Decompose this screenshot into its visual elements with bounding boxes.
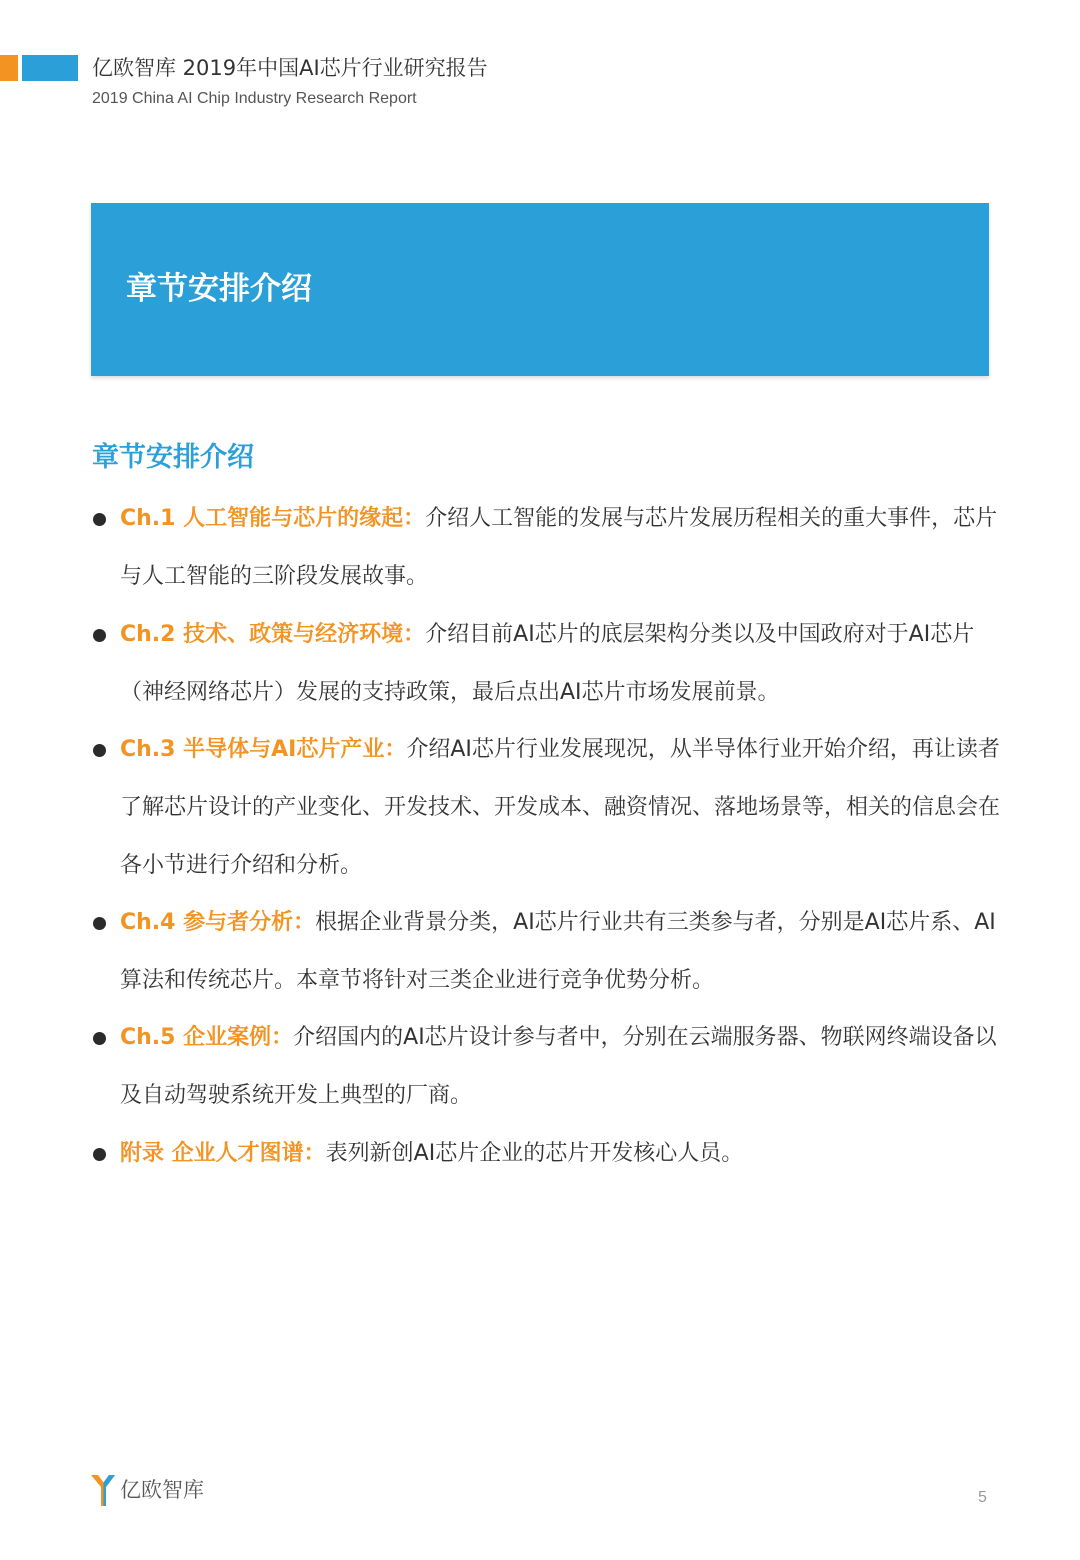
chapter-label: Ch.1 人工智能与芯片的缘起：	[120, 506, 426, 531]
banner-title: 章节安排介绍	[126, 271, 312, 307]
bullet-dot-icon	[93, 1148, 106, 1161]
chapter-item-ch5	[120, 1009, 1000, 1125]
chapter-item-ch1	[120, 490, 1000, 606]
page-number: 5	[978, 1489, 987, 1506]
footer-brand-name: 亿欧智库	[120, 1478, 204, 1502]
chapter-description: 介绍目前AI芯片的底层架构分类以及中国政府对于AI芯片（神经网络芯片）发展的支持政策，最后点出AI芯片市场发展前景。	[120, 622, 975, 705]
bullet-dot-icon	[93, 513, 106, 526]
chapter-item-appendix	[120, 1125, 1000, 1183]
header-orange-bar	[0, 55, 18, 81]
section-heading: 章节安排介绍	[92, 442, 254, 473]
chapter-description: 表列新创AI芯片企业的芯片开发核心人员。	[325, 1141, 744, 1166]
chapter-label: Ch.4 参与者分析：	[120, 910, 316, 935]
chapter-item-ch4	[120, 894, 1000, 1010]
report-title: 亿欧智库 2019年中国AI芯片行业研究报告	[92, 56, 488, 80]
footer-logo	[90, 1472, 204, 1508]
bullet-dot-icon	[93, 629, 106, 642]
chapter-label: Ch.3 半导体与AI芯片产业：	[120, 737, 407, 762]
bullet-dot-icon	[93, 744, 106, 757]
header-blue-bar	[22, 55, 78, 81]
chapter-banner	[91, 203, 989, 376]
chapter-label: Ch.2 技术、政策与经济环境：	[120, 622, 426, 647]
chapter-item-ch2	[120, 606, 1000, 722]
bullet-dot-icon	[93, 1032, 106, 1045]
chapter-label: 附录 企业人才图谱：	[120, 1141, 326, 1166]
chapter-description: 根据企业背景分类，AI芯片行业共有三类参与者，分别是AI芯片系、AI算法和传统芯片。本章节将针对三类企业进行竞争优势分析。	[120, 910, 996, 993]
bullet-dot-icon	[93, 917, 106, 930]
chapter-description: 介绍人工智能的发展与芯片发展历程相关的重大事件，芯片与人工智能的三阶段发展故事。	[120, 506, 998, 589]
chapter-description: 介绍AI芯片行业发展现况，从半导体行业开始介绍，再让读者了解芯片设计的产业变化、开发技术、开发成本、融资情况、落地场景等，相关的信息会在各小节进行介绍和分析。	[120, 737, 1001, 878]
chapter-item-ch3	[120, 721, 1000, 895]
yiou-y-logo-icon	[90, 1473, 116, 1507]
chapter-description: 介绍国内的AI芯片设计参与者中，分别在云端服务器、物联网终端设备以及自动驾驶系统开发上典型的厂商。	[120, 1025, 997, 1108]
report-subtitle: 2019 China AI Chip Industry Research Report	[92, 90, 417, 107]
chapter-label: Ch.5 企业案例：	[120, 1025, 294, 1050]
